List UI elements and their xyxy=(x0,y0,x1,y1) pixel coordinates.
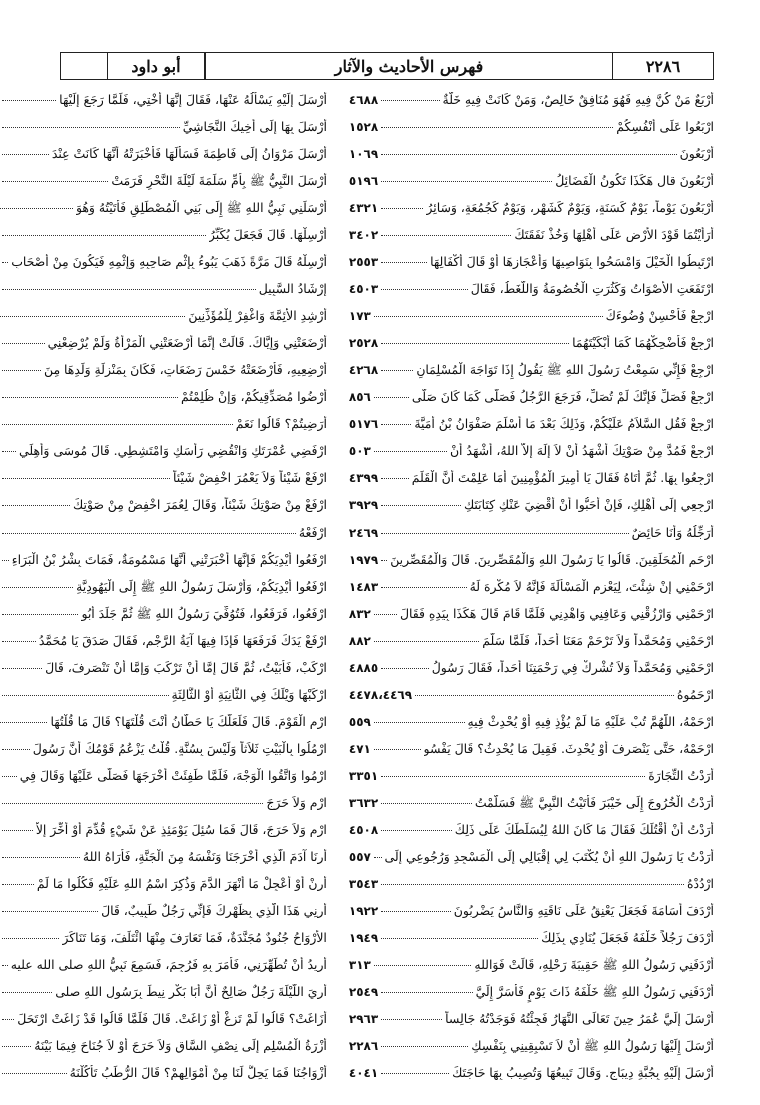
entry-number: ١٩٧٩ xyxy=(348,552,379,567)
entry-number: ٤٧١ xyxy=(348,741,371,756)
entry-text: أَرْبَعٌ مَنْ كُنَّ فِيهِ فَهُوَ مُنَافِقٌ خَالِصٌ، وَمَنْ كَانَتْ فِيهِ خَلَّةٌ xyxy=(442,92,714,107)
leader-dots xyxy=(2,803,264,804)
entry-text: أَرْبَعُونَ xyxy=(679,146,714,162)
leader-dots xyxy=(2,614,79,615)
entry-number: ٤٠٤١ xyxy=(348,1066,379,1081)
entry-text: أَرَضِيتُمْ؟ قَالُوا نَعَمْ xyxy=(235,416,327,432)
index-entry xyxy=(0,389,327,416)
index-entry xyxy=(349,1065,714,1092)
entry-text: أَرْدَفَنِي رَسُولُ اللهِ ﷺ حَقِيبَةَ رَحْلِهِ، قَالَتْ فَوَاللهِ xyxy=(474,957,714,972)
leader-dots xyxy=(381,154,676,155)
leader-dots xyxy=(2,1073,67,1074)
index-entry xyxy=(349,200,714,227)
entry-text: ارْحَمِ الْمُحَلِّقِينَ. قَالُوا يَا رَسُولَ اللهِ وَالْمُقَصِّرِينَ. قَالَ وَالْمُقَصِّرِينَ xyxy=(390,551,714,567)
index-columns xyxy=(10,92,714,1092)
entry-number: ٥٥٧ xyxy=(348,849,371,864)
entry-text: أَرَدْتُ الْخُرُوجَ إِلَى خَيْبَرَ فَأَتَيْتُ النَّبِيَّ ﷺ فَسَلَّمْتُ xyxy=(474,794,714,810)
entry-text: ارْكَبْهَا وَيْلَكَ فِي الثَّانِيَةِ أَوْ الثَّالِثَةِ xyxy=(171,686,327,702)
entry-number: ٤٨٨٥ xyxy=(348,660,379,675)
index-entry xyxy=(349,633,714,660)
index-entry xyxy=(0,227,327,254)
entry-text: ارْكَبْ، فَأَبَيْتُ، ثُمَّ قَالَ إِمَّا أَنْ تَرْكَبَ وَإِمَّا أَنْ تَنْصَرِفَ، قَالَ xyxy=(45,659,327,675)
leader-dots xyxy=(381,911,451,912)
entry-number: ٢٥٤٩ xyxy=(348,985,379,1000)
index-entry xyxy=(349,227,714,254)
index-entry xyxy=(349,525,714,552)
leader-dots xyxy=(381,533,628,534)
index-entry xyxy=(0,633,327,660)
leader-dots xyxy=(2,289,256,290)
entry-text: ارْتَبِطُوا الْخَيْلَ وَامْسَحُوا بِنَوَاصِيهَا وَأَعْجَازِهَا أَوْ قَالَ أَكْفَالِهَا xyxy=(430,254,714,270)
leader-dots xyxy=(0,208,73,209)
entry-text: أَرْسَلَ إِلَيْهِ يَسْأَلُهُ عَنْهَا، فَقَالَ إِنَّهَا أُخْتِي، فَلَمَّا رَجَعَ إِلَيْهَا xyxy=(59,92,327,107)
entry-text: الأَرْوَاحُ جُنُودٌ مُجَنَّدَةٌ، فَمَا تَعَارَفَ مِنْهَا ائْتَلَفَ، وَمَا تَنَاكَرَ xyxy=(62,929,327,945)
entry-number: ٣١٣ xyxy=(348,958,371,972)
index-entry xyxy=(349,984,714,1011)
entry-text: أَزَاغَتْ؟ قَالُوا لَمْ تَزِغْ أَوْ زَاغَتْ. قَالَ فَلَمَّا قَالُوا قَدْ زَاغَتْ ارْتَحَلَ xyxy=(17,1011,327,1027)
leader-dots xyxy=(381,668,429,669)
leader-dots xyxy=(381,587,466,588)
entry-number: ١٩٤٩ xyxy=(348,930,379,945)
leader-dots xyxy=(381,208,423,209)
entry-text: أَرْسِلْهَا. قَالَ فَجَعَلَ يُكَبِّرُ xyxy=(208,227,327,243)
entry-text: أَرْسَلَ إِلَيَّ عُمَرُ حِينَ تَعَالَى النَّهَارُ فَجِئْتُهُ فَوَجَدْتُهُ جَالِساً xyxy=(445,1011,714,1027)
entry-text: أَرْدَفَ رَجُلاً خَلْفَهُ فَجَعَلَ يُنَادِي بِذَلِكَ xyxy=(541,929,714,945)
entry-text: ارْمِ الْقَوْمَ. قَالَ فَلَعَلَّكَ يَا حَطَّانُ أَنْتَ قُلْتَهَا؟ قَالَ مَا قُلْتُهَا xyxy=(50,713,327,729)
index-entry xyxy=(0,470,327,497)
entry-text: ارْجِعُوا بِهَا. ثُمَّ أَتَاهُ فَقَالَ يَا أَمِيرَ الْمُؤْمِنِينَ أَمَا عَلِمْتَ أَنَّ الْقَلَمَ xyxy=(411,470,714,486)
entry-number: ٥٠٣ xyxy=(348,444,371,459)
entry-text: أَرْضُوا مُصَدِّقِيكُمْ، وَإِنْ ظُلِمْتُمْ xyxy=(181,389,327,405)
leader-dots xyxy=(2,749,30,750)
leader-dots xyxy=(374,965,472,966)
leader-dots xyxy=(2,857,80,858)
leader-dots xyxy=(2,911,98,912)
entry-text: ارْدُدْهُ xyxy=(687,875,714,891)
leader-dots xyxy=(2,965,8,966)
leader-dots xyxy=(381,1019,442,1020)
page-header xyxy=(60,52,714,80)
index-entry xyxy=(349,1011,714,1038)
leader-dots xyxy=(374,397,409,398)
entry-number: ٥١٩٦ xyxy=(348,174,379,189)
index-entry xyxy=(0,552,327,579)
entry-text: ارْحَمْهُ، اللَّهُمَّ تُبْ عَلَيْهِ مَا لَمْ يُؤْذِ فِيهِ أَوْ يُحْدِثْ فِيهِ xyxy=(467,713,714,729)
leader-dots xyxy=(381,992,472,993)
index-entry xyxy=(349,606,714,633)
entry-text: ارْجِعْ فَصَلِّ فَإِنَّكَ لَمْ تُصَلِّ، فَرَجَعَ الرَّجُلُ فَصَلَّى كَمَا كَانَ صَلَّى xyxy=(411,389,714,405)
leader-dots xyxy=(381,262,427,263)
leader-dots xyxy=(374,749,421,750)
index-entry xyxy=(349,308,714,335)
index-entry xyxy=(0,362,327,389)
leader-dots xyxy=(0,722,47,723)
index-entry xyxy=(349,768,714,795)
index-entry xyxy=(349,741,714,768)
leader-dots xyxy=(381,830,452,831)
entry-text: أَرِنَا آدَمَ الَّذِي أَخْرَجَنَا وَنَفْسَهُ مِنَ الْجَنَّةِ، فَأَرَاهُ اللهُ xyxy=(82,848,327,864)
leader-dots xyxy=(2,641,36,642)
index-entry xyxy=(349,687,714,714)
entry-text: ارْمُوا وَاتَّقُوا الْوَجْهَ، فَلَمَّا طَفِئَتْ أَخْرَجَهَا فَصَلَّى عَلَيْهَا وَقَالَ فِي xyxy=(19,767,327,783)
entry-number: ١٠٦٩ xyxy=(348,147,379,162)
leader-dots xyxy=(2,235,206,236)
entry-text: أَرْسَلَ إِلَيْهِ بِجُبَّةِ دِيبَاجٍ. وَقَالَ تَبِيعُهَا وَتُصِيبُ بِهَا حَاجَتَكَ xyxy=(452,1065,714,1081)
entry-text: أَرْدَفَنِي رَسُولُ اللهِ ﷺ خَلْفَهُ ذَاتَ يَوْمٍ فَأَسَرَّ إِلَيَّ xyxy=(475,984,714,1000)
leader-dots xyxy=(381,100,439,101)
index-entry xyxy=(0,254,327,281)
index-entry xyxy=(0,200,327,227)
entry-number: ١٤٨٣ xyxy=(348,579,379,594)
index-entry xyxy=(0,92,327,119)
index-entry xyxy=(0,768,327,795)
book-name: أبو داود xyxy=(107,53,205,79)
entry-text: ارْجِعِي إِلَى أَهْلِكِ، فَإِنْ أَحَبُّوا أَنْ أَقْضِيَ عَنْكِ كِتَابَتَكِ xyxy=(463,497,714,513)
entry-text: أَرَأَيْتُمَا قَوْدَ الأَرْضِ عَلَى أَهْلِهَا وَخُذْ نَفَقَتَكَ xyxy=(514,227,714,243)
entry-text: أُزْرَةُ الْمُسْلِمِ إِلَى نِصْفِ السَّاقِ وَلاَ حَرَجَ أَوْ لاَ جُنَاحَ فِيمَا بَيْنَهُ xyxy=(34,1038,327,1054)
index-entry xyxy=(0,308,327,335)
entry-number: ٣٥٤٣ xyxy=(348,876,379,891)
entry-number: ٢٥٥٣ xyxy=(348,255,379,270)
leader-dots xyxy=(381,938,538,939)
leader-dots xyxy=(2,100,56,101)
index-entry xyxy=(0,822,327,849)
leader-dots xyxy=(2,478,170,479)
leader-dots xyxy=(2,127,180,128)
entry-text: أَرْدَفَ أُسَامَةَ فَجَعَلَ يَعْنِقُ عَلَى نَاقَتِهِ وَالنَّاسُ يَضْرِبُونَ xyxy=(453,902,714,918)
leader-dots xyxy=(2,370,41,371)
entry-text: ارْفَعُوا أَيْدِيَكُمْ فَإِنَّهَا أَخْبَرَتْنِي أَنَّهَا مَسْمُومَةٌ، فَمَاتَ بِشْرُ بْنُ الْبَرَاءِ xyxy=(11,551,327,567)
entry-text: ارْحَمْهُ، حَتَّى يَنْصَرِفَ أَوْ يُحْدِثَ. فَقِيلَ مَا يُحْدِثُ؟ قَالَ يَفْسُو xyxy=(423,740,714,756)
entry-text: ارْجِعْ فَمُدَّ مِنْ صَوْتِكَ أَشْهَدُ أَنْ لاَ إِلَهَ إِلاَّ اللهُ، أَشْهَدُ أَنْ xyxy=(449,443,714,459)
leader-dots xyxy=(2,343,45,344)
entry-number: ٢٤٦٩ xyxy=(348,525,379,540)
entry-text: ارْحَمْنِي وَارْزُقْنِي وَعَافِنِي وَاهْدِنِي فَلَمَّا قَامَ قَالَ هَكَذَا بِيَدِهِ فَقَالَ xyxy=(399,605,714,621)
entry-text: ارْمِ وَلاَ حَرَجَ xyxy=(266,794,327,810)
entry-text: ارْمِ وَلاَ حَرَجَ، قَالَ فَمَا سُئِلَ يَوْمَئِذٍ عَنْ شَيْءٍ قُدِّمَ أَوْ أُخِّرَ إِلاَّ xyxy=(35,821,327,837)
leader-dots xyxy=(381,424,411,425)
entry-text: أَرْسَلَ مَرْوَانُ إِلَى فَاطِمَةَ فَسَأَلَهَا فَأَخْبَرَتْهُ أَنَّهَا كَانَتْ عِنْدَ xyxy=(51,146,327,162)
leader-dots xyxy=(2,1046,32,1047)
index-entry xyxy=(0,903,327,930)
index-entry xyxy=(349,660,714,687)
leader-dots xyxy=(381,1073,449,1074)
leader-dots xyxy=(374,316,603,317)
entry-text: أَرَدْتُ التِّجَارَةَ xyxy=(648,767,714,783)
entry-text: أَرْسَلَنِي نَبِيُّ اللهِ ﷺ إِلَى بَنِي الْمُصْطَلِقِ فَأَتَيْتُهُ وَهُوَ xyxy=(75,200,327,216)
entry-number: ٨٨٢ xyxy=(348,633,371,648)
leader-dots xyxy=(2,695,169,696)
entry-text: ارْفَعْهُ xyxy=(298,524,327,540)
index-entry xyxy=(0,660,327,687)
leader-dots xyxy=(374,614,397,615)
index-entry xyxy=(0,173,327,200)
index-entry xyxy=(349,119,714,146)
index-entry xyxy=(349,362,714,389)
entry-number: ٤٥٠٨ xyxy=(348,822,379,837)
index-entry xyxy=(0,1038,327,1065)
entry-text: ارْحَمْنِي وَمُحَمَّداً وَلاَ تُشْرِكْ فِي رَحْمَتِنَا أَحَداً، فَقَالَ رَسُولُ xyxy=(431,659,714,675)
entry-text: أَرْضِعِيهِ، فَأَرْضَعَتْهُ خَمْسَ رَضَعَاتٍ، فَكَانَ بِمَنْزِلَةِ وَلَدِهَا مِنَ xyxy=(44,362,327,378)
leader-dots xyxy=(381,803,472,804)
index-entry xyxy=(349,254,714,281)
leader-dots xyxy=(2,154,49,155)
leader-dots xyxy=(2,424,233,425)
leader-dots xyxy=(2,776,17,777)
leader-dots xyxy=(381,560,387,561)
index-entry xyxy=(349,876,714,903)
index-entry xyxy=(0,443,327,470)
entry-number: ٤٥٠٣ xyxy=(348,282,379,297)
leader-dots xyxy=(381,776,645,777)
index-entry xyxy=(0,119,327,146)
leader-dots xyxy=(374,451,447,452)
leader-dots xyxy=(381,235,511,236)
index-entry xyxy=(349,795,714,822)
entry-number: ٤٣٢١ xyxy=(348,201,379,216)
index-entry xyxy=(0,579,327,606)
entry-number: ٨٥٦ xyxy=(348,390,371,405)
leader-dots xyxy=(381,181,552,182)
entry-text: ارْمُلُوا بِالْبَيْتِ ثَلاَثاً وَلَيْسَ بِسُنَّةٍ. قُلْتُ يَزْعُمُ قَوْمُكَ أَنَّ رَسُولَ xyxy=(32,740,327,756)
index-entry xyxy=(0,281,327,308)
entry-text: أُرَجِّلُهُ وَأَنَا حَائِضٌ xyxy=(631,524,714,540)
entry-text: أَرْشِدِ الأَئِمَّةَ وَاغْفِرْ لِلْمُؤَذِّنِينَ xyxy=(188,308,327,324)
entry-text: أَرْبَعُونَ قال هَكَذَا تَكُونُ الْفَضَائِلُ xyxy=(555,173,714,189)
entry-text: ارْفَعْ مِنْ صَوْتِكَ شَيْئاً، وَقَالَ لِعُمَرَ اخْفِضْ مِنْ صَوْتِكَ xyxy=(73,497,327,513)
header-blank-cell xyxy=(61,53,107,79)
index-entry xyxy=(0,146,327,173)
index-entry xyxy=(0,1065,327,1092)
entry-number: ٣٩٢٩ xyxy=(348,498,379,513)
index-entry xyxy=(349,416,714,443)
index-entry xyxy=(349,92,714,119)
leader-dots xyxy=(2,181,109,182)
leader-dots xyxy=(415,695,674,696)
index-entry xyxy=(0,984,327,1011)
leader-dots xyxy=(374,857,382,858)
leader-dots xyxy=(2,560,9,561)
index-entry xyxy=(349,389,714,416)
entry-text: أَرْسَلَ النَّبِيُّ ﷺ بِأُمِّ سَلَمَةَ لَيْلَةَ النَّحْرِ فَرَمَتْ xyxy=(111,173,327,189)
leader-dots xyxy=(2,1019,15,1020)
page-number: ٢٢٨٦ xyxy=(612,53,713,79)
index-entry xyxy=(0,687,327,714)
entry-text: أُرِيدُ أَنْ تُطَهِّرَنِي، فَأَمَرَ بِهِ فَرُجِمَ، فَسَمِعَ نَبِيُّ اللهِ صلى الله عليه xyxy=(10,957,327,972)
entry-number: ٥٥٩ xyxy=(348,714,371,729)
entry-number: ٤٦٨٨ xyxy=(348,93,379,107)
index-entry xyxy=(0,525,327,552)
entry-text: أَرْسَلَ بِهَا إِلَى أَخِيكَ النَّجَاشِيِّ xyxy=(182,119,327,135)
leader-dots xyxy=(381,884,684,885)
entry-text: أَرْسِلْهُ قَالَ مَرَّةً ذَهَبَ يَبُوءُ بِإِثْمِ صَاحِبِهِ وَإِثْمِهِ فَيَكُونَ مِنْ أَصْحَابِ xyxy=(11,254,327,270)
entry-text: ارْجِعْ فَأَحْسِنْ وُضُوءَكَ xyxy=(605,308,714,324)
leader-dots xyxy=(2,830,33,831)
entry-number: ٤٢٦٨ xyxy=(348,363,379,378)
entry-number: ٢٥٢٨ xyxy=(348,336,379,351)
entry-number: ١٧٣ xyxy=(348,309,371,324)
leader-dots xyxy=(381,505,461,506)
leader-dots xyxy=(2,668,42,669)
entry-number: ٢٩٦٣ xyxy=(348,1012,379,1027)
index-entry xyxy=(0,849,327,876)
index-entry xyxy=(349,714,714,741)
leader-dots xyxy=(381,289,468,290)
index-entry xyxy=(349,146,714,173)
entry-text: ارْحَمْنِي إِنْ شِئْتَ، لِيَعْزِمِ الْمَسْأَلَةَ فَإِنَّهُ لاَ مُكْرِهَ لَهُ xyxy=(469,578,714,594)
index-entry xyxy=(0,714,327,741)
entry-text: ارْجِعْ فَأَضْحِكْهُمَا كَمَا أَبْكَيْتَهُمَا xyxy=(572,335,714,351)
index-entry xyxy=(0,876,327,903)
page-title: فهرس الأحاديث والآثار xyxy=(205,53,612,79)
entry-number: ٣٣٥١ xyxy=(348,768,379,783)
entry-number: ٨٣٢ xyxy=(348,606,371,621)
index-entry xyxy=(0,497,327,524)
leader-dots xyxy=(2,397,178,398)
right-column xyxy=(331,92,714,1092)
entry-text: ارْجِعْ فَقُلِ السَّلاَمُ عَلَيْكُمْ، وَذَلِكَ بَعْدَ مَا أَسْلَمَ صَفْوَانُ بْنُ أُمَيَّةَ xyxy=(414,416,714,432)
leader-dots xyxy=(2,992,52,993)
index-entry xyxy=(0,416,327,443)
entry-text: أَرْضَعَتْنِي وَإِيَّاكَ. قَالَتْ إِنَّمَا أَرْضَعَتْنِي الْمَرْأَةُ وَلَمْ يُرْضِعْنِي xyxy=(47,335,327,351)
leader-dots xyxy=(381,343,569,344)
entry-number: ٥١٧٦ xyxy=(348,417,379,432)
entry-number: ٣٤٠٢ xyxy=(348,228,379,243)
entry-text: ارْحَمْنِي وَمُحَمَّداً وَلاَ تَرْحَمْ مَعَنَا أَحَداً، فَلَمَّا سَلَّمَ xyxy=(482,632,714,648)
entry-text: أُرِيَ اللَّيْلَةَ رَجُلٌ صَالِحٌ أَنَّ أَبَا بَكْرٍ نِيطَ بِرَسُولِ اللهِ صلى xyxy=(55,984,327,1000)
index-entry xyxy=(0,606,327,633)
entry-text: ارْجِعْ فَإِنِّي سَمِعْتُ رَسُولَ اللهِ ﷺ يَقُولُ إِذَا تَوَاجَهَ الْمُسْلِمَانِ xyxy=(416,362,714,378)
index-entry xyxy=(349,335,714,362)
entry-text: ارْفَعْ يَدَكَ فَرَفَعَهَا فَإِذَا فِيهَا آيَةُ الرَّجْمِ، فَقَالَ صَدَقَ يَا مُحَمَّدُ xyxy=(38,632,327,648)
index-entry xyxy=(349,822,714,849)
entry-text: أَرِنِي هَذَا الَّذِي بِظَهْرِكَ فَإِنِّي رَجُلٌ طَبِيبٌ، قَالَ xyxy=(101,902,327,918)
index-entry xyxy=(349,849,714,876)
leader-dots xyxy=(0,316,185,317)
entry-text: أَرَدْتُ أَنْ أَقْتُلَكَ فَقَالَ مَا كَانَ اللهُ لِيُسَلِّطَكَ عَلَى ذَلِكَ xyxy=(454,821,714,837)
entry-number: ١٩٢٢ xyxy=(348,903,379,918)
index-entry xyxy=(349,930,714,957)
leader-dots xyxy=(2,587,73,588)
leader-dots xyxy=(2,533,296,534)
index-entry xyxy=(349,281,714,308)
leader-dots xyxy=(381,1046,468,1047)
index-entry xyxy=(349,173,714,200)
index-entry xyxy=(349,443,714,470)
index-entry xyxy=(0,1011,327,1038)
entry-text: إِرْشَادُ السَّبِيلِ xyxy=(258,281,327,297)
leader-dots xyxy=(381,127,613,128)
leader-dots xyxy=(2,884,34,885)
entry-number: ٣٦٣٢ xyxy=(348,795,379,810)
index-entry xyxy=(0,957,327,984)
entry-text: ارْحَمُوهُ xyxy=(676,686,714,702)
entry-number: ٤٣٩٩ xyxy=(348,471,379,486)
entry-text: ارْبَعُوا عَلَى أَنْفُسِكُمْ xyxy=(616,119,714,135)
leader-dots xyxy=(374,641,479,642)
index-entry xyxy=(349,579,714,606)
entry-text: أَرِنْ أَوْ أَعْجِلْ مَا أَنْهَرَ الدَّمَ وَذُكِرَ اسْمُ اللهِ عَلَيْهِ فَكُلُوا مَا لَمْ xyxy=(36,875,327,891)
leader-dots xyxy=(2,938,60,939)
index-entry xyxy=(0,930,327,957)
index-entry xyxy=(0,335,327,362)
leader-dots xyxy=(381,478,409,479)
leader-dots xyxy=(2,451,16,452)
entry-number: ١٥٢٨ xyxy=(348,120,379,135)
entry-number: ٢٢٨٦ xyxy=(348,1039,379,1054)
index-entry xyxy=(349,497,714,524)
index-entry xyxy=(0,741,327,768)
index-entry xyxy=(349,552,714,579)
leader-dots xyxy=(381,370,413,371)
index-entry xyxy=(349,1038,714,1065)
entry-text: أَرَدْتُ يَا رَسُولَ اللهِ أَنْ يُكْتَبَ لِي إِقْبَالِي إِلَى الْمَسْجِدِ وَرُجُوعِي إِلَى xyxy=(384,848,714,864)
leader-dots xyxy=(2,262,8,263)
entry-text: ارْتَفَعَتِ الأَصْوَاتُ وَكَثُرَتِ الْخُصُومَةُ وَاللَّغَطُ، فَقَالَ xyxy=(470,281,714,297)
entry-text: ارْفَعُوا، فَرَفَعُوا، فَتُوُفِّيَ رَسُولُ اللهِ ﷺ ثُمَّ جَلَدَ أَبُو xyxy=(81,605,327,621)
entry-text: أَرْسَلَ إِلَيْهَا رَسُولُ اللهِ ﷺ أَنْ لاَ تَسْبِقِينِي بِنَفْسِكِ xyxy=(471,1038,714,1054)
leader-dots xyxy=(374,722,465,723)
entry-text: ارْفَعْ شَيْئاً وَلاَ يَعْمُرَ اخْفِضْ شَيْئاً xyxy=(172,470,327,486)
entry-number: ٤٤٧٨،٤٤٦٩ xyxy=(348,687,413,702)
entry-text: ارْفَضِي عُمْرَتَكِ وَانْقُضِي رَأْسَكِ وَامْتَشِطِي. قَالَ مُوسَى وَأَهِلِّي xyxy=(19,443,327,459)
entry-text: أَرْبَعُونَ يَوْماً، يَوْمٌ كَسَنَةٍ، وَيَوْمٌ كَشَهْرٍ، وَيَوْمٌ كَجُمُعَةٍ، وَسَائِرُ xyxy=(426,200,714,216)
leader-dots xyxy=(2,505,70,506)
entry-text: أَزْوَاجُنَا فَمَا يَحِلُّ لَنَا مِنْ أَمْوَالِهِمْ؟ قَالَ الرُّطَبُ تَأْكُلْنَهُ xyxy=(69,1065,327,1081)
index-entry xyxy=(349,957,714,984)
entry-text: ارْفَعُوا أَيْدِيَكُمْ، وَأَرْسَلَ رَسُولُ اللهِ ﷺ إِلَى الْيَهُودِيَّةِ xyxy=(76,578,327,594)
left-column xyxy=(0,92,331,1092)
index-entry xyxy=(0,795,327,822)
index-entry xyxy=(349,470,714,497)
index-entry xyxy=(349,903,714,930)
